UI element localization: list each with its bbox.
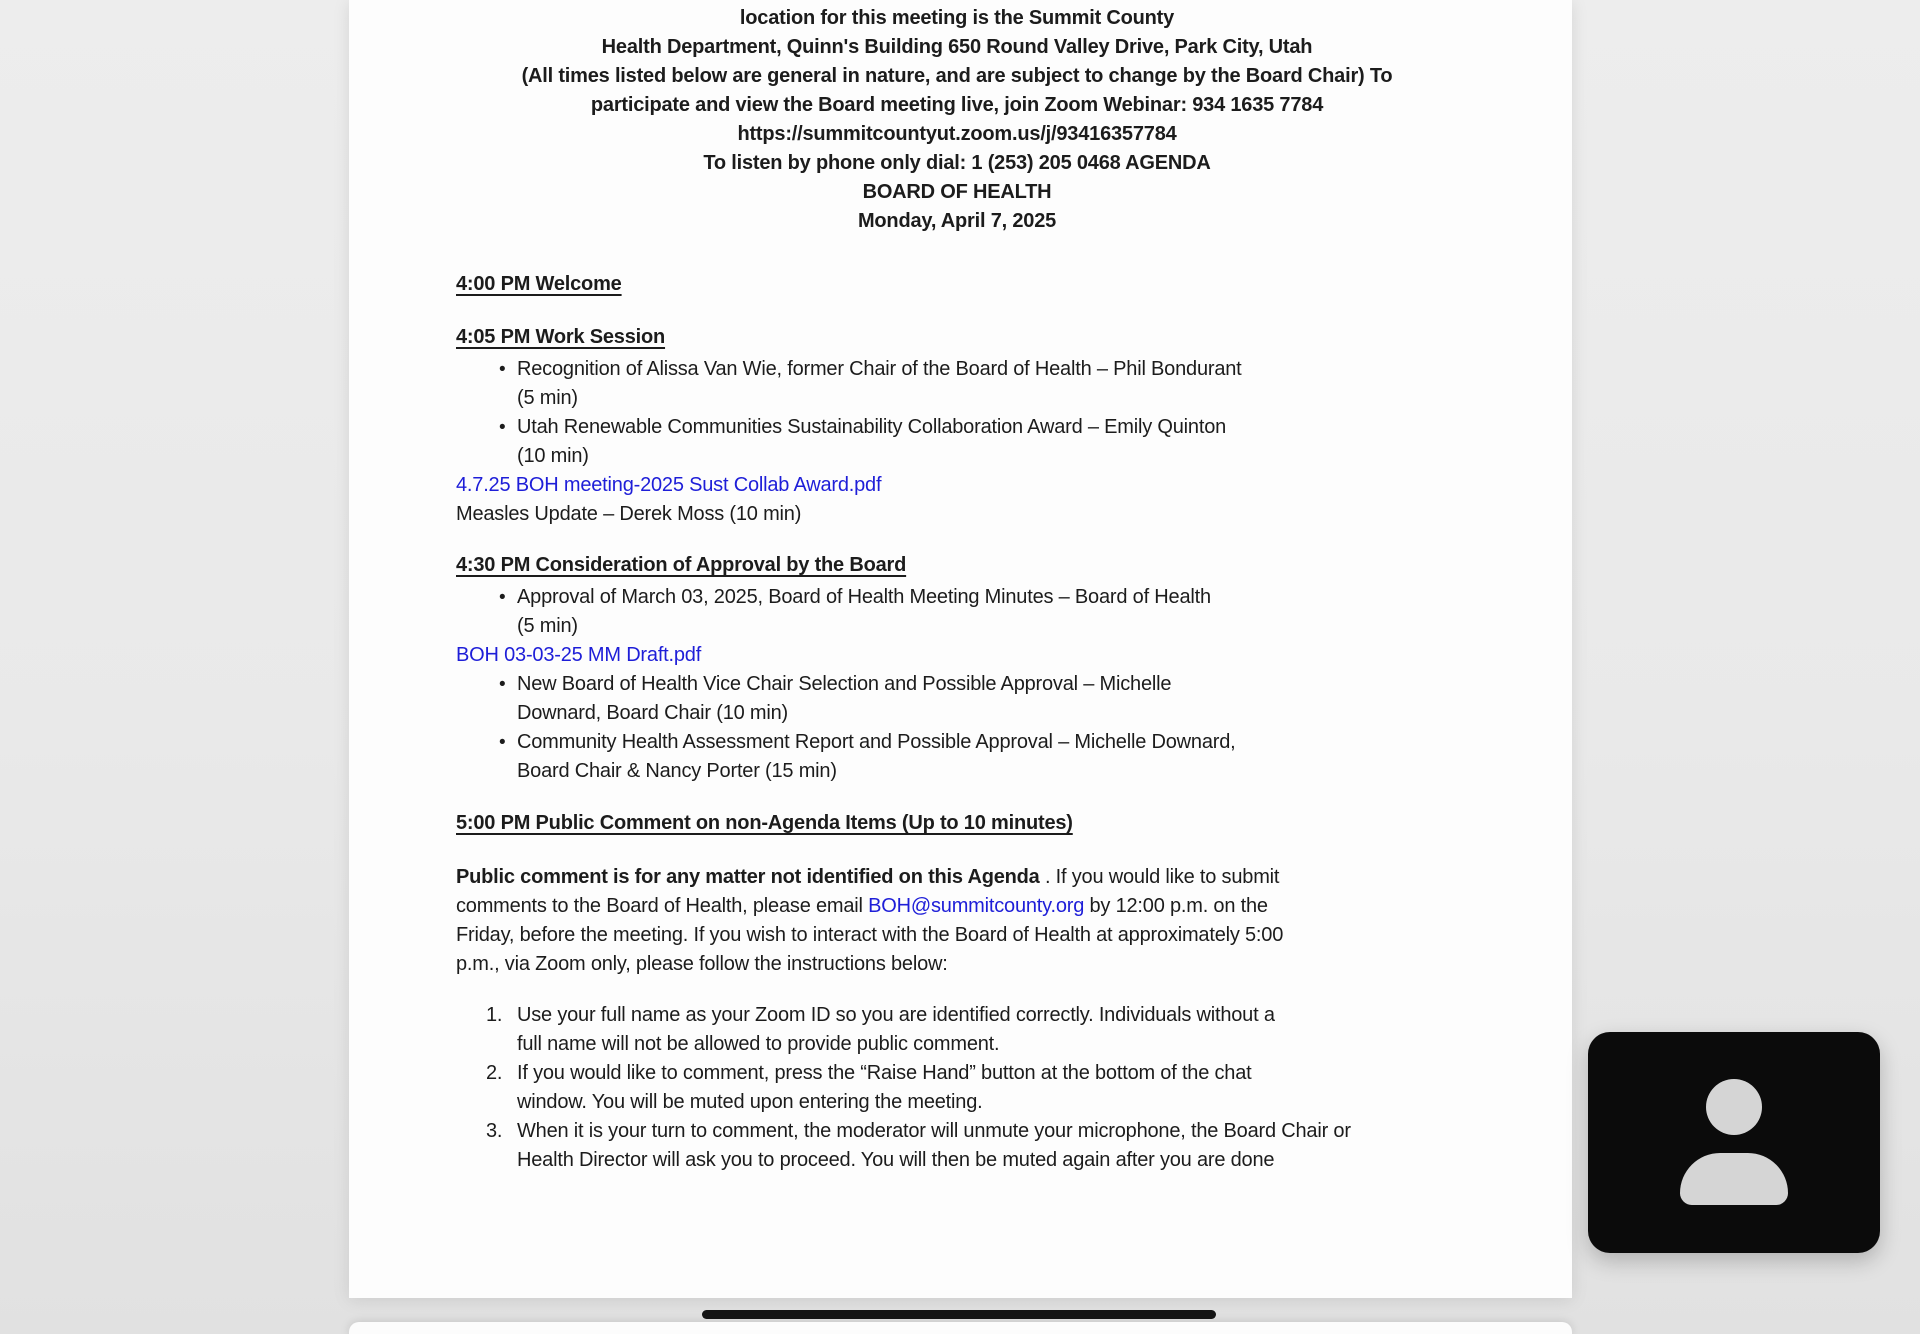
next-page-edge xyxy=(349,1322,1572,1334)
attachment-link-sust-collab-award[interactable]: 4.7.25 BOH meeting-2025 Sust Collab Award.pdf xyxy=(456,474,882,496)
heading-work-session: 4:05 PM Work Session xyxy=(456,326,666,348)
bullet-text: (5 min) xyxy=(517,615,578,637)
paragraph-line xyxy=(456,863,1458,892)
paragraph-text: comments to the Board of Health, please email xyxy=(456,895,869,917)
header-line-3: (All times listed below are general in nature, and are subject to change by the Board Chair) To xyxy=(521,65,1393,87)
paragraph-line xyxy=(456,892,1458,921)
bullet-text: Approval of March 03, 2025, Board of Health Meeting Minutes – Board of Health xyxy=(517,586,1211,608)
paragraph-text: by 12:00 p.m. on the xyxy=(1084,895,1268,917)
bullet-text: Board Chair & Nancy Porter (15 min) xyxy=(517,760,837,782)
bullet-text: Recognition of Alissa Van Wie, former Chair of the Board of Health – Phil Bondurant xyxy=(517,358,1242,380)
paragraph-bold-lead: Public comment is for any matter not identified on this Agenda xyxy=(456,866,1040,888)
bullet-text: Community Health Assessment Report and Possible Approval – Michelle Downard, xyxy=(517,731,1236,753)
numbered-step xyxy=(456,1059,1458,1117)
bullet-icon xyxy=(499,355,505,384)
agenda-bullet-item xyxy=(456,583,1458,641)
bullet-text: New Board of Health Vice Chair Selection and Possible Approval – Michelle xyxy=(517,673,1172,695)
bullet-icon xyxy=(499,583,505,612)
email-link[interactable]: BOH@summitcounty.org xyxy=(868,895,1085,917)
paragraph-line: p.m., via Zoom only, please follow the instructions below: xyxy=(456,953,948,975)
header-zoom-url: https://summitcountyut.zoom.us/j/93416357784 xyxy=(737,123,1177,145)
agenda-bullet-item xyxy=(456,413,1458,471)
heading-welcome: 4:00 PM Welcome xyxy=(456,273,622,295)
header-line-4: participate and view the Board meeting live, join Zoom Webinar: 934 1635 7784 xyxy=(590,94,1324,116)
public-comment-paragraph xyxy=(456,863,1458,979)
bullet-text: (5 min) xyxy=(517,387,578,409)
heading-consideration-approval: 4:30 PM Consideration of Approval by the Board xyxy=(456,554,907,576)
document-header xyxy=(456,0,1458,236)
bullet-text: Utah Renewable Communities Sustainability Collaboration Award – Emily Quinton xyxy=(517,416,1227,438)
step-text: When it is your turn to comment, the moderator will unmute your microphone, the Board Chair or xyxy=(517,1120,1351,1142)
agenda-bullet-item xyxy=(456,355,1458,413)
bullet-text: (10 min) xyxy=(517,445,589,467)
attachment-link-mm-draft[interactable]: BOH 03-03-25 MM Draft.pdf xyxy=(456,644,702,666)
step-number: 3. xyxy=(486,1120,503,1142)
step-text: Use your full name as your Zoom ID so you are identified correctly. Individuals without a xyxy=(517,1004,1275,1026)
agenda-bullet-item xyxy=(456,670,1458,728)
step-text: full name will not be allowed to provide public comment. xyxy=(517,1033,1000,1055)
bullet-icon xyxy=(499,670,505,699)
numbered-step xyxy=(456,1117,1458,1175)
step-text: window. You will be muted upon entering the meeting. xyxy=(517,1091,983,1113)
bullet-icon xyxy=(499,413,505,442)
work-session-list xyxy=(456,355,1458,529)
paragraph-text: . If you would like to submit xyxy=(1039,866,1280,888)
paragraph-line: Friday, before the meeting. If you wish to interact with the Board of Health at approximately 5:00 xyxy=(456,924,1284,946)
measles-update-note: Measles Update – Derek Moss (10 min) xyxy=(456,503,802,525)
bullet-text: Downard, Board Chair (10 min) xyxy=(517,702,788,724)
person-avatar-icon xyxy=(1706,1079,1762,1135)
header-line-1: location for this meeting is the Summit County xyxy=(739,7,1175,29)
person-avatar-icon xyxy=(1680,1153,1788,1205)
step-text: Health Director will ask you to proceed. You will then be muted again after you are done xyxy=(517,1149,1275,1171)
step-text: If you would like to comment, press the “Raise Hand” button at the bottom of the chat xyxy=(517,1062,1252,1084)
heading-public-comment: 5:00 PM Public Comment on non-Agenda Items (Up to 10 minutes) xyxy=(456,812,1073,834)
numbered-step xyxy=(456,1001,1458,1059)
bullet-icon xyxy=(499,728,505,757)
header-meeting-date: Monday, April 7, 2025 xyxy=(857,210,1057,232)
header-line-2: Health Department, Quinn's Building 650 Round Valley Drive, Park City, Utah xyxy=(601,36,1313,58)
document-content xyxy=(456,0,1458,1175)
step-number: 2. xyxy=(486,1062,503,1084)
approval-list xyxy=(456,583,1458,786)
public-comment-steps xyxy=(456,1001,1458,1175)
scroll-indicator-bar[interactable] xyxy=(702,1310,1216,1319)
document-page xyxy=(349,0,1572,1298)
header-board-title: BOARD OF HEALTH xyxy=(862,181,1052,203)
agenda-bullet-item xyxy=(456,728,1458,786)
participant-video-tile[interactable] xyxy=(1588,1032,1880,1253)
step-number: 1. xyxy=(486,1004,503,1026)
header-phone-line: To listen by phone only dial: 1 (253) 205 0468 AGENDA xyxy=(703,152,1211,174)
